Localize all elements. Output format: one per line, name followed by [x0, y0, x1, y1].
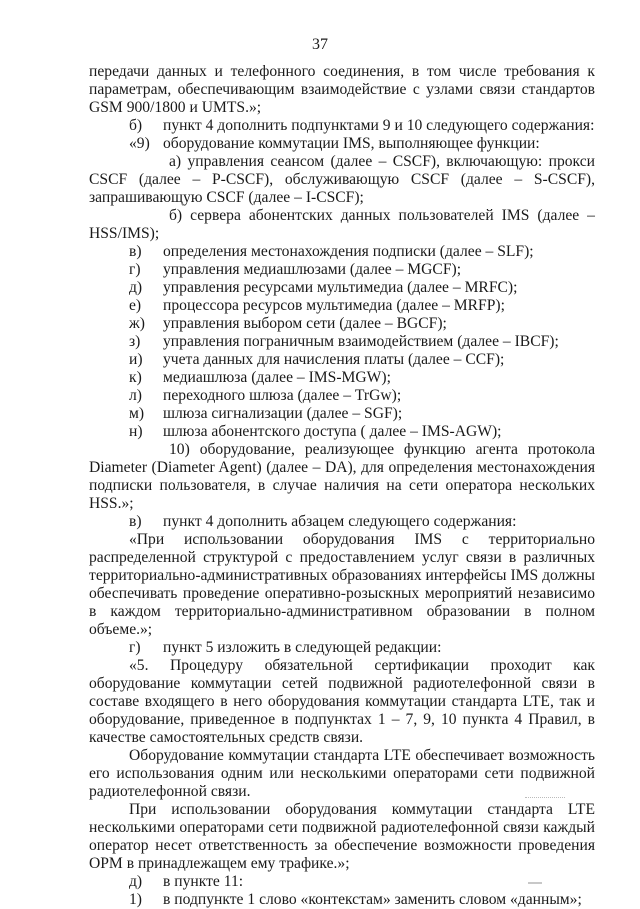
item-label: ж): [129, 315, 145, 332]
paragraph-p3: [89, 135, 595, 153]
item-text: управления выбором сети (далее – BGCF);: [163, 315, 447, 332]
paragraph-p23: При использовании оборудования коммутации стандарта LTE несколькими операторами сети подвижной радиотелефонной связи каждый оператор несет ответственность за обеспечение возможности проведения ОРМ в принадлежащем ему трафике.»;: [89, 801, 595, 872]
item-label: з): [129, 333, 141, 350]
item-label: в): [129, 243, 142, 260]
item-label: г): [129, 261, 141, 278]
item-label: е): [129, 297, 142, 314]
page-number: 37: [312, 36, 328, 53]
paragraph-p2: [89, 117, 595, 135]
item-label: б): [169, 207, 183, 224]
item-label: «9): [129, 135, 150, 152]
item-text: оборудование, реализующее функцию агента протокола Diameter (Diameter Agent) (далее – DA), для определения местонахождения подписки пользователя, в случае наличия на сети оператора нескольких HSS.»;: [89, 441, 595, 512]
item-text: управления пограничным взаимодействием (далее – IBCF);: [163, 333, 559, 350]
item-text: процессора ресурсов мультимедиа (далее – MRFP);: [163, 297, 505, 314]
paragraph-p13: [89, 369, 595, 387]
item-label: и): [129, 351, 143, 368]
paragraph-p17: [89, 441, 595, 513]
paragraph-p21: «5. Процедуру обязательной сертификации проходит как оборудование коммутации сетей подвижной радиотелефонной связи в составе входящего в него оборудования коммутации стандарта LTE, так и оборудование, приведенное в подпунктах 1 – 7, 9, 10 пункта 4 Правил, в качестве самостоятельных средств связи.: [89, 657, 595, 746]
item-label: а): [169, 153, 182, 170]
paragraph-p4: [89, 153, 595, 207]
item-text: пункт 4 дополнить подпунктами 9 и 10 следующего содержания:: [163, 117, 595, 134]
scan-artifact-mark: [528, 882, 542, 884]
paragraph-p6: [89, 243, 595, 261]
paragraph-p1: передачи данных и телефонного соединения, в том числе требования к параметрам, обеспечивающим взаимодействие с узлами связи стандартов GSM 900/1800 и UMTS.»;: [89, 63, 595, 116]
item-text: сервера абонентских данных пользователей IMS (далее – HSS/IMS);: [89, 207, 595, 242]
item-label: г): [129, 639, 141, 656]
paragraph-p22: Оборудование коммутации стандарта LTE обеспечивает возможность его использования одним или несколькими операторами сети подвижной радиотелефонной связи.: [89, 747, 595, 800]
item-text: определения местонахождения подписки (далее – SLF);: [163, 243, 534, 260]
paragraph-p11: [89, 333, 595, 351]
paragraph-p10: [89, 315, 595, 333]
paragraph-p16: [89, 423, 595, 441]
item-label: 1): [129, 891, 142, 908]
paragraph-p14: [89, 387, 595, 405]
paragraph-p20: [89, 639, 595, 657]
item-label: д): [129, 873, 143, 890]
item-text: пункт 4 дополнить абзацем следующего содержания:: [163, 513, 517, 530]
item-text: переходного шлюза (далее – TrGw);: [163, 387, 402, 404]
item-label: 10): [169, 441, 190, 458]
item-text: управления медиашлюзами (далее – MGCF);: [163, 261, 462, 278]
paragraph-p8: [89, 279, 595, 297]
item-text: пункт 5 изложить в следующей редакции:: [163, 639, 442, 656]
item-text: оборудование коммутации IMS, выполняющее функции:: [163, 135, 540, 152]
item-label: к): [129, 369, 142, 386]
paragraph-p7: [89, 261, 595, 279]
item-text: управления ресурсами мультимедиа (далее – MRFC);: [163, 279, 518, 296]
item-label: м): [129, 405, 145, 422]
paragraph-p12: [89, 351, 595, 369]
item-label: б): [129, 117, 143, 134]
item-label: в): [129, 513, 142, 530]
paragraph-p15: [89, 405, 595, 423]
paragraph-p25: [89, 891, 595, 909]
item-label: д): [129, 279, 143, 296]
paragraph-p24: [89, 873, 595, 891]
scan-artifact: [525, 797, 565, 799]
item-text: учета данных для начисления платы (далее – CCF);: [163, 351, 505, 368]
paragraph-p18: [89, 513, 595, 531]
item-text: в пункте 11:: [163, 873, 244, 890]
item-text: шлюза абонентского доступа ( далее – IMS-AGW);: [163, 423, 502, 440]
paragraph-p5: [89, 207, 595, 243]
item-text: шлюза сигнализации (далее – SGF);: [163, 405, 403, 422]
document-body: [89, 63, 595, 909]
item-text: управления сеансом (далее – CSCF), включающую: прокси CSCF (далее – P-CSCF), обслуживающую CSCF (далее – S-CSCF), запрашивающую CSCF (далее – I-CSCF);: [89, 153, 595, 206]
paragraph-p9: [89, 297, 595, 315]
item-text: в подпункте 1 слово «контекстам» заменить словом «данным»;: [163, 891, 582, 908]
paragraph-p19: «При использовании оборудования IMS с территориально распределенной структурой с предоставлением услуг связи в различных территориально-административных образованиях интерфейсы IMS должны обеспечивать проведение оперативно-розыскных мероприятий независимо в каждом территориально-административном образовании в полном объеме.»;: [89, 531, 595, 638]
item-text: медиашлюза (далее – IMS-MGW);: [163, 369, 391, 386]
item-label: л): [129, 387, 142, 404]
item-label: н): [129, 423, 143, 440]
